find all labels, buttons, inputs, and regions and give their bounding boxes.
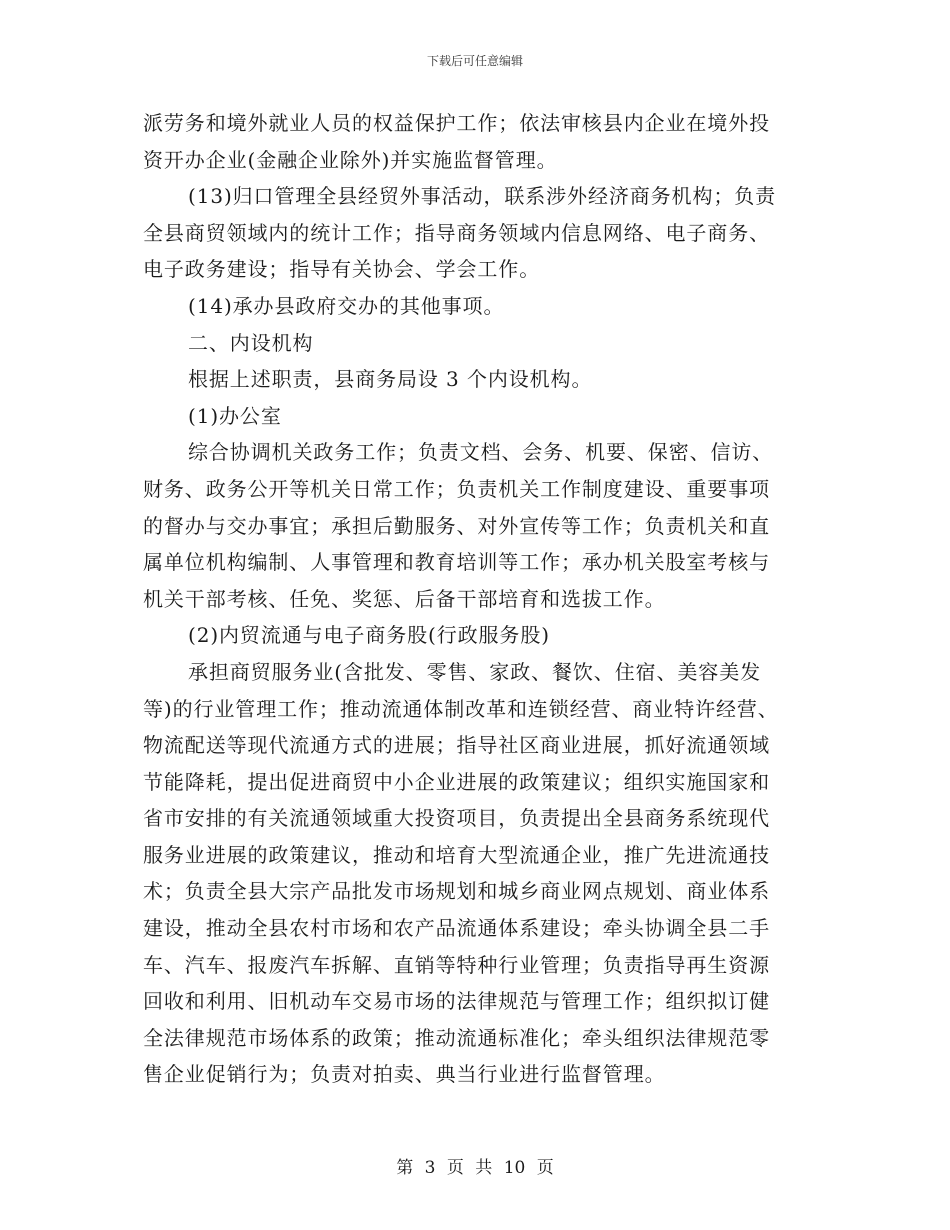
text-line: 建设，推动全县农村市场和农产品流通体系建设；牵头协调全县二手: [143, 916, 770, 941]
text-line: 电子政务建设；指导有关协会、学会工作。: [143, 257, 541, 282]
page-footer: 第 3 页 共 10 页: [396, 1158, 554, 1178]
text-line: (2)内贸流通与电子商务股(行政服务股): [188, 623, 550, 648]
text-line: 服务业进展的政策建议，推动和培育大型流通企业，推广先进流通技: [143, 842, 770, 867]
text-line: (1)办公室: [188, 403, 282, 428]
text-line: 财务、政务公开等机关日常工作；负责机关工作制度建设、重要事项: [143, 476, 770, 501]
text-line: 综合协调机关政务工作；负责文档、会务、机要、保密、信访、: [188, 440, 774, 465]
text-line: 机关干部考核、任免、奖惩、后备干部培育和选拔工作。: [143, 586, 666, 611]
text-line: 回收和利用、旧机动车交易市场的法律规范与管理工作；组织拟订健: [143, 989, 770, 1014]
text-line: 根据上述职责，县商务局设 3 个内设机构。: [188, 367, 593, 392]
document-body: [143, 105, 807, 1093]
text-line: 二、内设机构: [188, 330, 314, 355]
text-line: 全法律规范市场体系的政策；推动流通标准化；牵头组织法律规范零: [143, 1025, 770, 1050]
text-line: 承担商贸服务业(含批发、零售、家政、餐饮、住宿、美容美发: [188, 659, 762, 684]
text-line: 的督办与交办事宜；承担后勤服务、对外宣传等工作；负责机关和直: [143, 513, 770, 538]
text-line: 资开办企业(金融企业除外)并实施监督管理。: [143, 147, 558, 172]
text-line: 售企业促销行为；负责对拍卖、典当行业进行监督管理。: [143, 1062, 666, 1087]
text-line: (14)承办县政府交办的其他事项。: [188, 293, 505, 318]
text-line: 术；负责全县大宗产品批发市场规划和城乡商业网点规划、商业体系: [143, 879, 770, 904]
page-header: 下载后可任意编辑: [426, 54, 523, 68]
text-line: (13)归口管理全县经贸外事活动，联系涉外经济商务机构；负责: [188, 184, 777, 209]
text-line: 属单位机构编制、人事管理和教育培训等工作；承办机关股室考核与: [143, 550, 770, 575]
text-line: 节能降耗，提出促进商贸中小企业进展的政策建议；组织实施国家和: [143, 769, 770, 794]
text-line: 省市安排的有关流通领域重大投资项目，负责提出全县商务系统现代: [143, 806, 770, 831]
text-line: 派劳务和境外就业人员的权益保护工作；依法审核县内企业在境外投: [143, 111, 770, 135]
text-line: 车、汽车、报废汽车拆解、直销等特种行业管理；负责指导再生资源: [143, 952, 770, 977]
text-line: 全县商贸领域内的统计工作；指导商务领域内信息网络、电子商务、: [143, 220, 770, 245]
text-line: 等)的行业管理工作；推动流通体制改革和连锁经营、商业特许经营、: [143, 696, 779, 721]
text-line: 物流配送等现代流通方式的进展；指导社区商业进展，抓好流通领域: [143, 733, 770, 758]
